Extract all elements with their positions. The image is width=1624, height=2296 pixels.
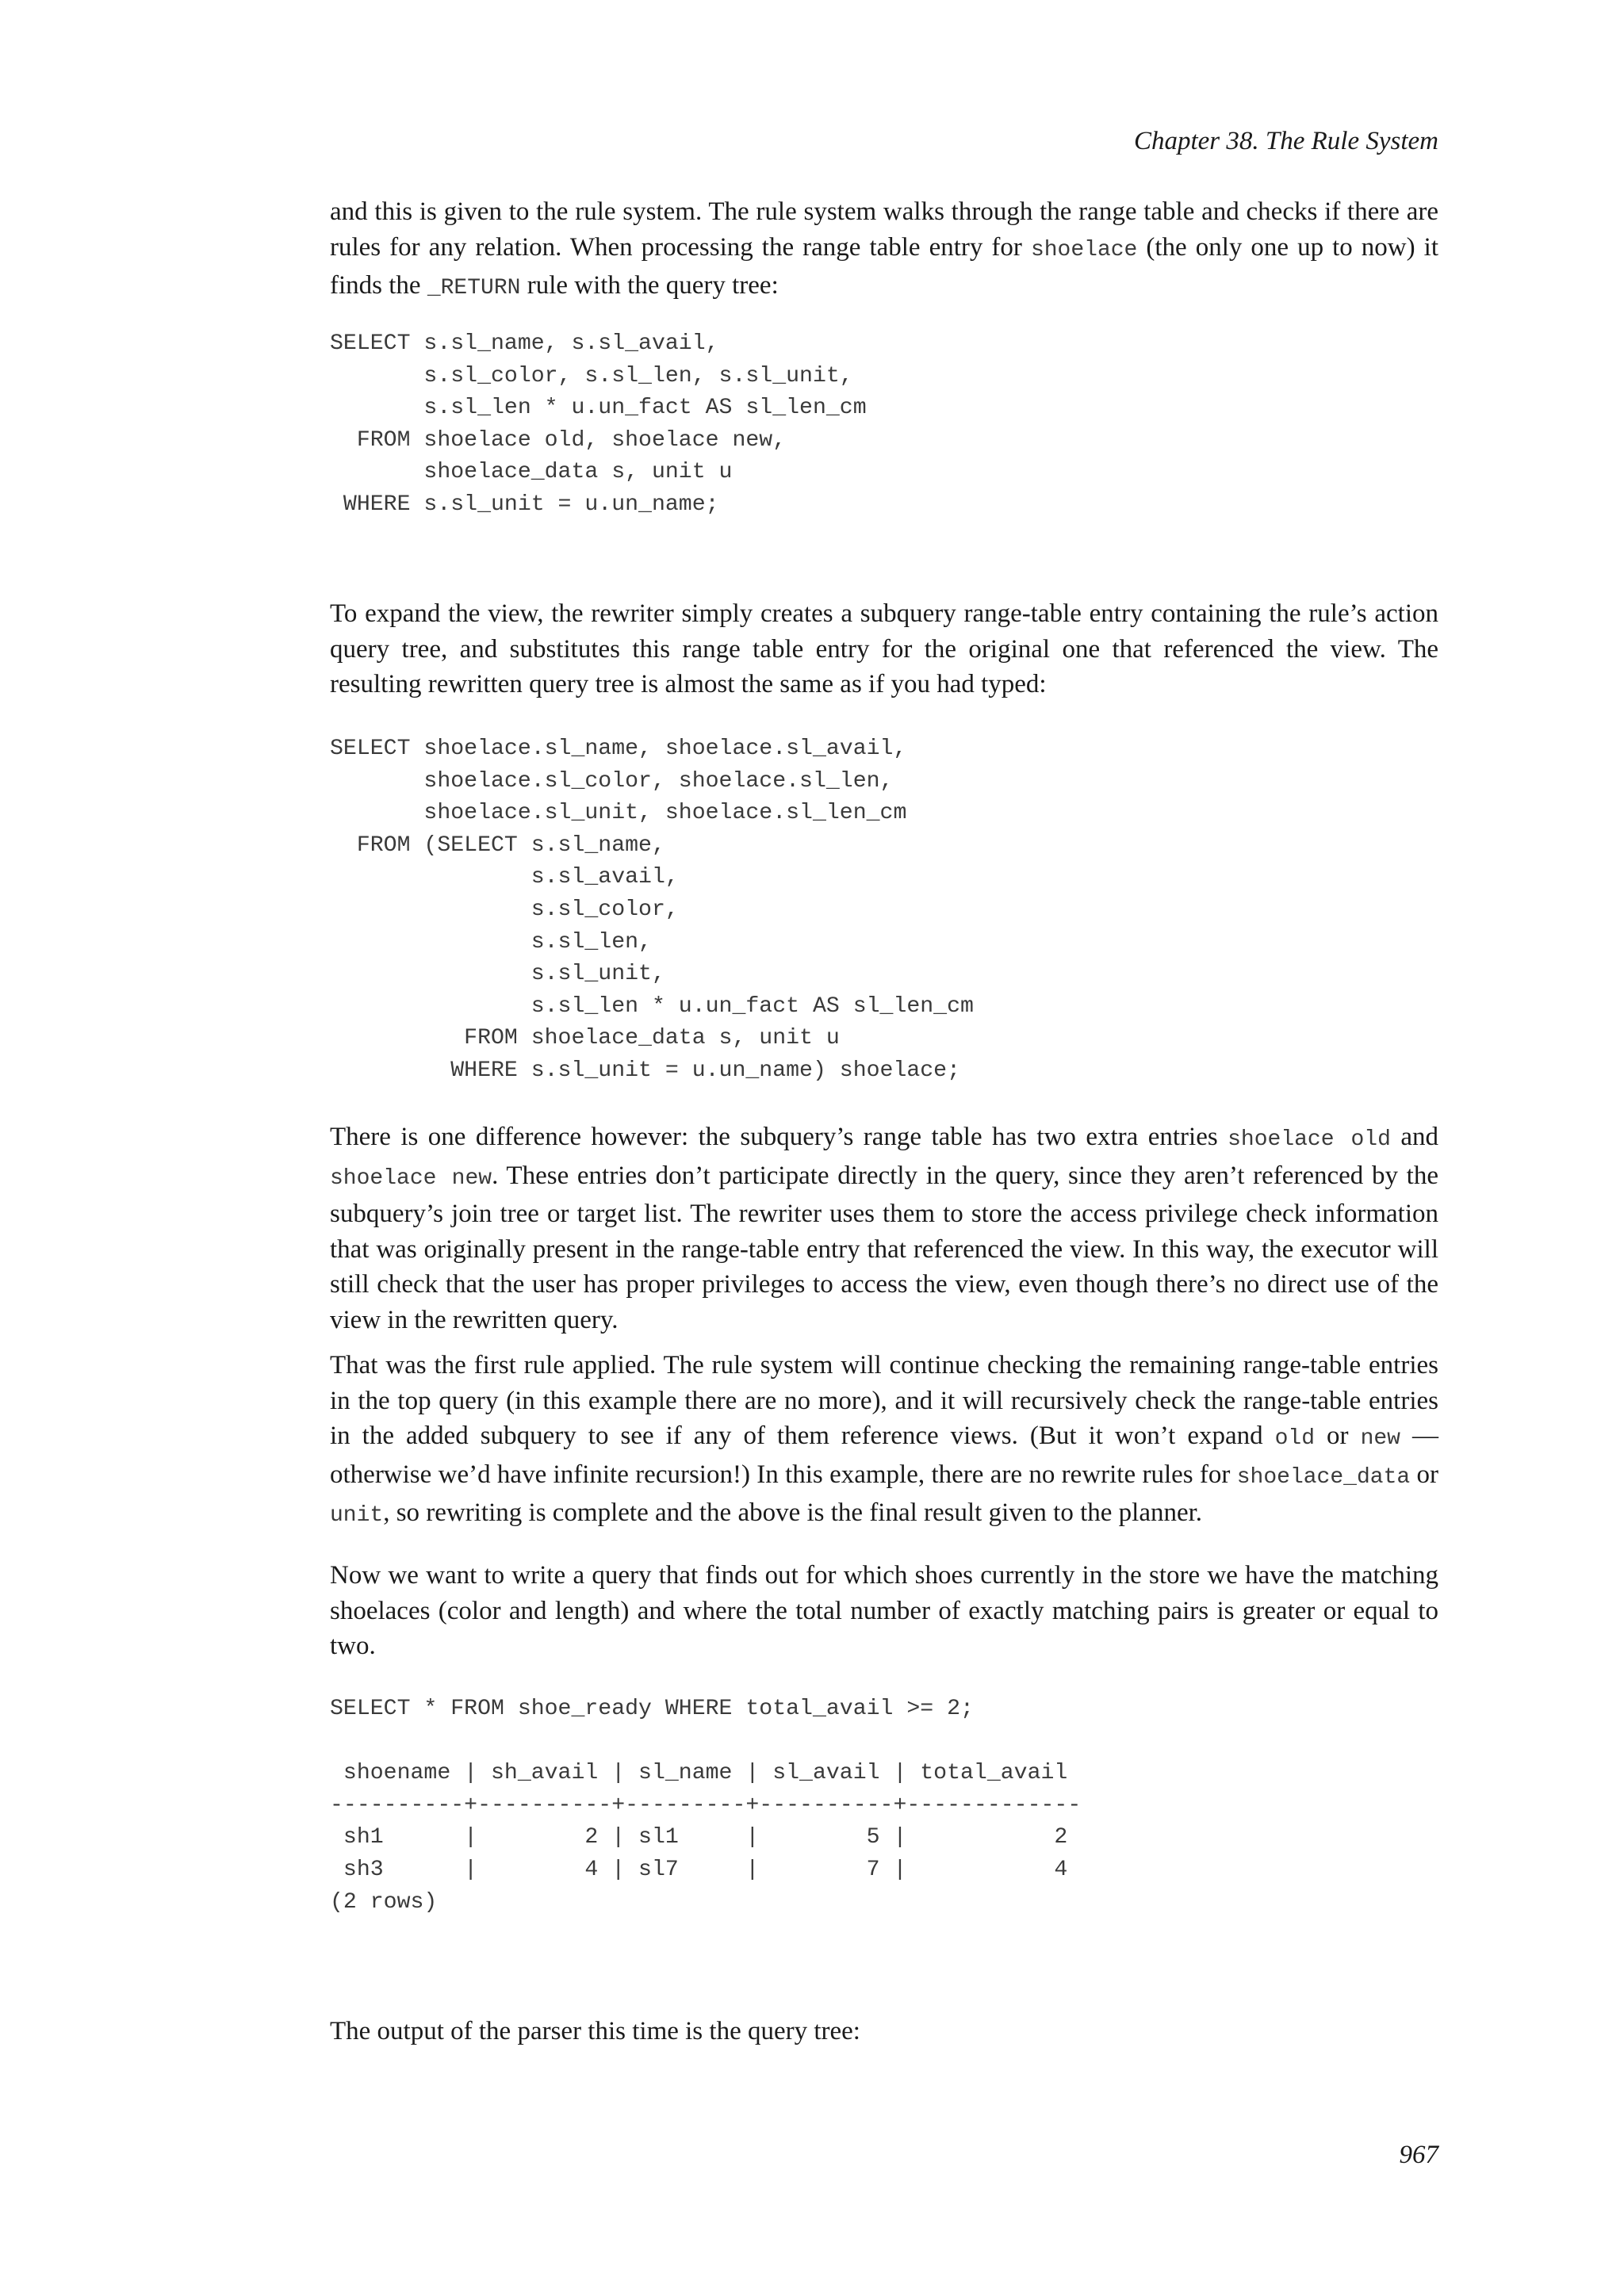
paragraph-expand-view xyxy=(330,596,1438,702)
paragraph-shoe-query xyxy=(330,1558,1438,1664)
text: rule with the query tree: xyxy=(520,271,779,300)
paragraph-first-rule xyxy=(330,1348,1438,1534)
running-header: Chapter 38. The Rule System xyxy=(1133,127,1438,155)
paragraph-parser-output xyxy=(330,2014,1438,2049)
text: To expand the view, the rewriter simply creates a subquery range-table entry containing the rule’s action query tree, and substitutes this range table entry for the original one that referenced the view. The resulting rewritten query tree is almost the same as if you had typed: xyxy=(330,599,1438,698)
text: There is one difference however: the subquery’s range table has two extra entries xyxy=(330,1123,1228,1151)
inline-code: new xyxy=(1360,1426,1400,1451)
code-block-shoe-ready-query: SELECT * FROM shoe_ready WHERE total_avail >= 2; shoename | sh_avail | sl_name | sl_avail | total_avail ----------+----------+---------+----------+------------- sh1 | 2 | sl1 | 5 | 2 sh3 | 4 | sl7 | 7 | 4 (2 rows) xyxy=(330,1697,1082,1915)
paragraph-difference xyxy=(330,1119,1438,1337)
text: or xyxy=(1410,1460,1438,1489)
text: and xyxy=(1390,1123,1438,1151)
text: or xyxy=(1315,1422,1361,1450)
text: . These entries don’t participate directly in the query, since they aren’t referenced by the subquery’s join tree or target list. The rewriter uses them to store the access privilege check information that was originally present in the range-table entry that referenced the view. In this way, the executor will still check that the user has proper privileges to access the view, even though there’s no direct use of the view in the rewritten query. xyxy=(330,1161,1438,1334)
text: , so rewriting is complete and the above is the final result given to the planner. xyxy=(383,1498,1203,1527)
text: The output of the parser this time is the query tree: xyxy=(330,2017,860,2045)
inline-code: unit xyxy=(330,1503,384,1528)
inline-code: shoelace_data xyxy=(1236,1464,1411,1490)
code-block-rewritten-query: SELECT shoelace.sl_name, shoelace.sl_avail, shoelace.sl_color, shoelace.sl_len, shoelace.sl_unit, shoelace.sl_len_cm FROM (SELECT s.sl_name, s.sl_avail, s.sl_color, s.sl_len, s.sl_unit, s.sl_len * u.un_fact AS sl_len_cm FROM shoelace_data s, unit u WHERE s.sl_unit = u.un_name) shoelace; xyxy=(330,737,974,1083)
text: Now we want to write a query that finds out for which shoes currently in the store we have the matching shoelaces (color and length) and where the total number of exactly matching pairs is greater or equal to two. xyxy=(330,1561,1438,1660)
inline-code: old xyxy=(1274,1426,1316,1451)
inline-code: shoelace new xyxy=(330,1165,492,1191)
text: (the only one up to now) it finds the xyxy=(330,232,1438,300)
text: — otherwise we’d have infinite recursion!) In this example, there are no rewrite rules for xyxy=(330,1422,1438,1489)
paragraph-rule-system-intro xyxy=(330,194,1438,307)
page-number: 967 xyxy=(1399,2141,1438,2169)
code-block-return-rule: SELECT s.sl_name, s.sl_avail, s.sl_color, s.sl_len, s.sl_unit, s.sl_len * u.un_fact AS sl_len_cm FROM shoelace old, shoelace new, shoelace_data s, unit u WHERE s.sl_unit = u.un_name; xyxy=(330,331,867,517)
inline-code: _RETURN xyxy=(427,276,521,300)
inline-code: shoelace xyxy=(1030,237,1138,262)
text: That was the first rule applied. The rule system will continue checking the remaining range-table entries in the top query (in this example there are no more), and it will recursively check the range-table entries in the added subquery to see if any of them reference views. (But it won’t expand xyxy=(330,1351,1438,1450)
text: and this is given to the rule system. The rule system walks through the range table and checks if there are rules for any relation. When processing the range table entry for xyxy=(330,197,1438,262)
inline-code: shoelace old xyxy=(1228,1127,1391,1152)
